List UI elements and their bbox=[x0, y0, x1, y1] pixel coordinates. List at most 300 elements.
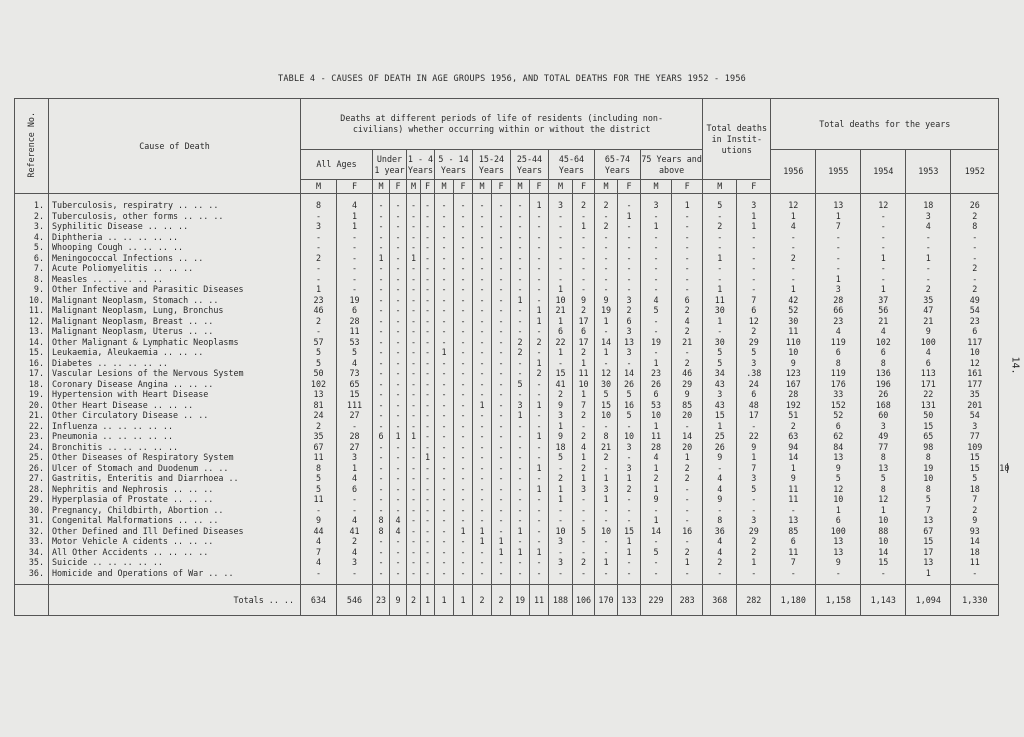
table-cell: - bbox=[530, 211, 549, 222]
table-cell: - bbox=[511, 242, 530, 253]
table-cell: 43 bbox=[703, 379, 737, 390]
table-cell: - bbox=[407, 442, 421, 453]
table-cell: - bbox=[373, 263, 390, 274]
table-cell: 9 bbox=[672, 389, 703, 400]
table-cell: 2 bbox=[951, 263, 999, 274]
table-cell: - bbox=[737, 274, 771, 285]
table-cell: 10 bbox=[861, 515, 906, 526]
table-cell: - bbox=[816, 232, 861, 243]
table-cell: 28 bbox=[641, 442, 672, 453]
table-cell: - bbox=[373, 326, 390, 337]
table-cell: 4 bbox=[301, 557, 337, 568]
table-cell: - bbox=[737, 232, 771, 243]
table-cell: - bbox=[407, 274, 421, 285]
table-cell: 1 bbox=[641, 221, 672, 232]
table-cell: - bbox=[407, 410, 421, 421]
table-cell: - bbox=[492, 484, 511, 495]
table-cell: - bbox=[672, 515, 703, 526]
table-cell: - bbox=[435, 463, 454, 474]
table-row bbox=[15, 253, 1008, 264]
table-cell: 50 bbox=[906, 410, 951, 421]
table-cell: - bbox=[492, 389, 511, 400]
table-cell: - bbox=[530, 253, 549, 264]
table-cell: 1 bbox=[595, 557, 618, 568]
table-cell: 11 bbox=[771, 547, 816, 558]
table-cell: - bbox=[618, 232, 641, 243]
row-ref: 23. bbox=[15, 431, 49, 442]
table-cell: - bbox=[530, 421, 549, 432]
table-cell: 14 bbox=[861, 547, 906, 558]
table-cell: 4 bbox=[816, 326, 861, 337]
table-cell: - bbox=[549, 221, 573, 232]
table-cell: 5 bbox=[337, 347, 373, 358]
totals-cell: 188 bbox=[549, 585, 573, 616]
table-cell: - bbox=[301, 263, 337, 274]
table-cell: 8 bbox=[301, 200, 337, 211]
row-cause: Congenital Malformations .. .. .. bbox=[49, 515, 301, 526]
table-cell: - bbox=[530, 274, 549, 285]
table-cell: 1 bbox=[618, 536, 641, 547]
table-cell: 11 bbox=[573, 368, 595, 379]
table-cell: 177 bbox=[951, 379, 999, 390]
table-cell: - bbox=[595, 242, 618, 253]
table-cell: 6 bbox=[737, 305, 771, 316]
sex-header-f: F bbox=[337, 180, 373, 194]
table-cell: - bbox=[672, 242, 703, 253]
table-row bbox=[15, 316, 1008, 327]
table-cell: 1 bbox=[737, 452, 771, 463]
table-cell: 19 bbox=[641, 337, 672, 348]
table-cell: 5 bbox=[703, 347, 737, 358]
row-ref: 35. bbox=[15, 557, 49, 568]
table-cell: 1 bbox=[373, 253, 390, 264]
table-cell: - bbox=[511, 284, 530, 295]
table-cell: - bbox=[511, 263, 530, 274]
table-cell: 1 bbox=[703, 253, 737, 264]
table-cell: - bbox=[861, 263, 906, 274]
ref-header: Reference No. bbox=[15, 99, 49, 194]
table-cell: 17 bbox=[573, 316, 595, 327]
table-cell: - bbox=[595, 421, 618, 432]
table-cell: - bbox=[573, 421, 595, 432]
table-cell: 9 bbox=[906, 326, 951, 337]
table-cell: 2 bbox=[951, 211, 999, 222]
totals-cell: 11 bbox=[530, 585, 549, 616]
table-cell: 23 bbox=[816, 316, 861, 327]
table-cell: - bbox=[373, 473, 390, 484]
table-cell: 1 bbox=[473, 526, 492, 537]
table-cell: 2 bbox=[511, 347, 530, 358]
table-cell: 1 bbox=[454, 526, 473, 537]
table-cell: - bbox=[641, 274, 672, 285]
table-cell: - bbox=[337, 421, 373, 432]
table-row bbox=[15, 211, 1008, 222]
table-cell: - bbox=[530, 557, 549, 568]
table-cell: 93 bbox=[951, 526, 999, 537]
table-row bbox=[15, 494, 1008, 505]
table-cell: 2 bbox=[703, 557, 737, 568]
table-cell: - bbox=[390, 232, 407, 243]
table-cell: - bbox=[373, 368, 390, 379]
table-cell: - bbox=[454, 263, 473, 274]
table-cell: - bbox=[951, 568, 999, 579]
table-cell: - bbox=[407, 515, 421, 526]
table-cell: - bbox=[390, 494, 407, 505]
row-cause: Malignant Neoplasm, Uterus .. .. bbox=[49, 326, 301, 337]
row-ref: 28. bbox=[15, 484, 49, 495]
table-cell: - bbox=[703, 568, 737, 579]
table-cell: - bbox=[737, 421, 771, 432]
table-cell: 9 bbox=[573, 295, 595, 306]
table-cell: 26 bbox=[641, 379, 672, 390]
table-cell: - bbox=[421, 463, 435, 474]
table-cell: - bbox=[454, 568, 473, 579]
table-cell: 3 bbox=[511, 400, 530, 411]
table-cell: 26 bbox=[618, 379, 641, 390]
table-cell: - bbox=[595, 284, 618, 295]
table-cell: - bbox=[407, 421, 421, 432]
table-cell: - bbox=[301, 232, 337, 243]
table-cell: - bbox=[530, 326, 549, 337]
table-cell: - bbox=[337, 494, 373, 505]
table-cell: 6 bbox=[641, 389, 672, 400]
table-cell: 1 bbox=[595, 473, 618, 484]
table-cell: - bbox=[511, 442, 530, 453]
sex-header-m: M bbox=[373, 180, 390, 194]
table-cell: - bbox=[595, 263, 618, 274]
totals-cell: 546 bbox=[337, 585, 373, 616]
table-cell: - bbox=[407, 547, 421, 558]
table-cell: 1 bbox=[549, 494, 573, 505]
row-ref: 36. bbox=[15, 568, 49, 579]
table-cell: 22 bbox=[737, 431, 771, 442]
table-cell: - bbox=[407, 263, 421, 274]
totals-cell: 1 bbox=[435, 585, 454, 616]
table-cell: 10 bbox=[549, 295, 573, 306]
table-cell: - bbox=[435, 536, 454, 547]
table-cell: 1 bbox=[573, 452, 595, 463]
table-cell: - bbox=[407, 494, 421, 505]
table-cell: - bbox=[511, 221, 530, 232]
table-cell: - bbox=[473, 484, 492, 495]
table-row bbox=[15, 463, 1008, 474]
table-cell: 77 bbox=[951, 431, 999, 442]
table-cell: - bbox=[573, 232, 595, 243]
table-cell: - bbox=[473, 442, 492, 453]
table-cell: - bbox=[641, 211, 672, 222]
table-cell: - bbox=[301, 242, 337, 253]
table-cell: - bbox=[492, 400, 511, 411]
row-cause: Tuberculosis, respiratry .. .. .. bbox=[49, 200, 301, 211]
table-cell: - bbox=[511, 232, 530, 243]
table-cell: 15 bbox=[618, 526, 641, 537]
table-cell: 21 bbox=[549, 305, 573, 316]
table-cell: 10 bbox=[549, 526, 573, 537]
table-cell: 7 bbox=[816, 221, 861, 232]
table-cell: 4 bbox=[573, 442, 595, 453]
table-cell: 15 bbox=[703, 410, 737, 421]
table-cell: - bbox=[951, 242, 999, 253]
table-cell: 4 bbox=[301, 536, 337, 547]
table-cell: 7 bbox=[906, 505, 951, 516]
table-cell: - bbox=[454, 326, 473, 337]
table-cell: 13 bbox=[618, 337, 641, 348]
table-row bbox=[15, 221, 1008, 232]
table-cell: 1 bbox=[511, 526, 530, 537]
table-cell: 136 bbox=[861, 368, 906, 379]
table-cell: - bbox=[511, 358, 530, 369]
table-cell: - bbox=[473, 253, 492, 264]
table-cell: - bbox=[672, 421, 703, 432]
row-cause: Influenza .. .. .. .. .. bbox=[49, 421, 301, 432]
table-cell: 12 bbox=[861, 494, 906, 505]
year-header: 1954 bbox=[861, 150, 906, 194]
table-cell: 5 bbox=[618, 389, 641, 400]
row-ref: 7. bbox=[15, 263, 49, 274]
row-cause: Gastritis, Enteritis and Diarrhoea .. bbox=[49, 473, 301, 484]
table-cell: - bbox=[492, 316, 511, 327]
table-cell: - bbox=[618, 221, 641, 232]
table-cell: 2 bbox=[672, 305, 703, 316]
sex-header-f: F bbox=[492, 180, 511, 194]
table-cell: 13 bbox=[861, 463, 906, 474]
table-cell: 30 bbox=[703, 337, 737, 348]
table-cell: 16 bbox=[672, 526, 703, 537]
table-cell: - bbox=[549, 505, 573, 516]
table-cell: 1 bbox=[618, 473, 641, 484]
table-cell: - bbox=[530, 242, 549, 253]
table-cell: - bbox=[390, 400, 407, 411]
table-cell: 15 bbox=[595, 400, 618, 411]
table-cell: 2 bbox=[573, 431, 595, 442]
table-cell: 20 bbox=[672, 410, 703, 421]
table-cell: - bbox=[390, 410, 407, 421]
table-cell: 20 bbox=[672, 442, 703, 453]
table-cell: 2 bbox=[595, 452, 618, 463]
table-cell: - bbox=[530, 263, 549, 274]
table-cell: 6 bbox=[373, 431, 390, 442]
table-cell: 13 bbox=[816, 200, 861, 211]
table-cell: - bbox=[511, 200, 530, 211]
table-cell: 26 bbox=[703, 442, 737, 453]
table-cell: 67 bbox=[301, 442, 337, 453]
table-cell: - bbox=[492, 463, 511, 474]
table-cell: - bbox=[421, 400, 435, 411]
table-cell: 1 bbox=[407, 253, 421, 264]
table-cell: - bbox=[473, 505, 492, 516]
table-cell: 1 bbox=[618, 211, 641, 222]
table-cell: - bbox=[511, 463, 530, 474]
table-cell: 1 bbox=[737, 221, 771, 232]
table-cell: - bbox=[435, 274, 454, 285]
table-cell: - bbox=[337, 284, 373, 295]
table-cell: 29 bbox=[737, 526, 771, 537]
table-cell: - bbox=[454, 431, 473, 442]
table-cell: - bbox=[492, 274, 511, 285]
table-cell: - bbox=[435, 221, 454, 232]
table-cell: 17 bbox=[906, 547, 951, 558]
table-cell: - bbox=[421, 284, 435, 295]
table-cell: 54 bbox=[951, 305, 999, 316]
table-cell: 2 bbox=[672, 358, 703, 369]
table-cell: 13 bbox=[906, 515, 951, 526]
table-cell: 85 bbox=[672, 400, 703, 411]
table-cell: 1 bbox=[530, 358, 549, 369]
table-cell: - bbox=[473, 494, 492, 505]
table-cell: 4 bbox=[641, 295, 672, 306]
table-cell: - bbox=[390, 368, 407, 379]
year-header: 1956 bbox=[771, 150, 816, 194]
table-cell: 3 bbox=[618, 295, 641, 306]
table-cell: 176 bbox=[816, 379, 861, 390]
table-cell: 5 bbox=[641, 547, 672, 558]
table-cell: 8 bbox=[951, 221, 999, 232]
row-cause: Diabetes .. .. .. .. .. bbox=[49, 358, 301, 369]
table-cell: 1 bbox=[530, 316, 549, 327]
table-cell: 2 bbox=[672, 473, 703, 484]
table-cell: - bbox=[511, 505, 530, 516]
table-cell: 1 bbox=[337, 211, 373, 222]
table-cell: 1 bbox=[771, 284, 816, 295]
table-cell: - bbox=[549, 547, 573, 558]
table-row bbox=[15, 337, 1008, 348]
table-cell: 6 bbox=[618, 316, 641, 327]
table-cell: - bbox=[390, 347, 407, 358]
table-cell: 9 bbox=[951, 515, 999, 526]
table-cell: 8 bbox=[301, 463, 337, 474]
table-cell: - bbox=[390, 389, 407, 400]
table-cell: - bbox=[373, 200, 390, 211]
table-cell: 7 bbox=[301, 547, 337, 558]
table-cell: - bbox=[492, 295, 511, 306]
table-cell: 2 bbox=[703, 221, 737, 232]
table-cell: 1 bbox=[549, 347, 573, 358]
table-cell: 2 bbox=[573, 463, 595, 474]
table-row bbox=[15, 379, 1008, 390]
table-cell: - bbox=[511, 568, 530, 579]
table-cell: - bbox=[573, 536, 595, 547]
table-row bbox=[15, 400, 1008, 411]
row-ref: 6. bbox=[15, 253, 49, 264]
table-cell: 3 bbox=[337, 452, 373, 463]
table-cell: - bbox=[530, 410, 549, 421]
table-cell: - bbox=[618, 242, 641, 253]
table-cell: - bbox=[549, 211, 573, 222]
table-cell: 119 bbox=[816, 337, 861, 348]
table-cell: 4 bbox=[771, 221, 816, 232]
table-cell: 1 bbox=[861, 505, 906, 516]
table-cell: - bbox=[737, 263, 771, 274]
totals-cell: 1 bbox=[421, 585, 435, 616]
table-cell: - bbox=[390, 316, 407, 327]
table-cell: - bbox=[511, 536, 530, 547]
table-cell: - bbox=[595, 547, 618, 558]
table-cell: 12 bbox=[861, 200, 906, 211]
table-cell: - bbox=[906, 263, 951, 274]
row-ref: 19. bbox=[15, 389, 49, 400]
table-cell: 3 bbox=[737, 515, 771, 526]
table-cell: - bbox=[421, 295, 435, 306]
table-cell: - bbox=[492, 253, 511, 264]
table-cell: 13 bbox=[906, 557, 951, 568]
table-cell: - bbox=[473, 295, 492, 306]
table-cell: - bbox=[492, 368, 511, 379]
table-row bbox=[15, 274, 1008, 285]
sex-header-m: M bbox=[703, 180, 737, 194]
causes-of-death-table bbox=[14, 98, 1008, 616]
sex-header-f: F bbox=[672, 180, 703, 194]
row-ref: 16. bbox=[15, 358, 49, 369]
table-cell: - bbox=[421, 379, 435, 390]
table-cell: - bbox=[454, 316, 473, 327]
table-row bbox=[15, 421, 1008, 432]
table-cell: - bbox=[407, 358, 421, 369]
sex-header-f: F bbox=[454, 180, 473, 194]
table-cell: - bbox=[618, 421, 641, 432]
table-cell: - bbox=[492, 515, 511, 526]
table-cell: - bbox=[737, 505, 771, 516]
table-cell: - bbox=[672, 253, 703, 264]
table-cell: 52 bbox=[771, 305, 816, 316]
table-cell: - bbox=[421, 484, 435, 495]
table-cell: - bbox=[435, 326, 454, 337]
totals-cell: 2 bbox=[473, 585, 492, 616]
table-cell: 8 bbox=[906, 452, 951, 463]
table-cell: 24 bbox=[301, 410, 337, 421]
table-cell: - bbox=[301, 505, 337, 516]
table-cell: 3 bbox=[906, 211, 951, 222]
table-cell: - bbox=[549, 515, 573, 526]
table-cell: 1 bbox=[737, 557, 771, 568]
table-cell: - bbox=[816, 568, 861, 579]
table-cell: 1 bbox=[641, 463, 672, 474]
table-cell: - bbox=[511, 515, 530, 526]
row-cause: Pneumonia .. .. .. .. .. bbox=[49, 431, 301, 442]
table-cell: - bbox=[454, 347, 473, 358]
table-cell: 2 bbox=[672, 326, 703, 337]
table-cell: - bbox=[407, 316, 421, 327]
table-cell: 30 bbox=[771, 316, 816, 327]
table-cell: - bbox=[421, 505, 435, 516]
table-cell: - bbox=[390, 452, 407, 463]
table-cell: - bbox=[373, 452, 390, 463]
table-cell: - bbox=[390, 463, 407, 474]
table-cell: 94 bbox=[771, 442, 816, 453]
sex-header-m: M bbox=[511, 180, 530, 194]
row-cause: Malignant Neoplasm, Lung, Bronchus bbox=[49, 305, 301, 316]
table-cell: 3 bbox=[861, 421, 906, 432]
table-cell: 33 bbox=[816, 389, 861, 400]
table-cell: 192 bbox=[771, 400, 816, 411]
table-cell: - bbox=[435, 494, 454, 505]
table-cell: 5 bbox=[737, 347, 771, 358]
table-cell: 28 bbox=[816, 295, 861, 306]
table-cell: - bbox=[473, 368, 492, 379]
table-cell: 2 bbox=[595, 200, 618, 211]
row-cause: Other Malignant & Lymphatic Neoplasms bbox=[49, 337, 301, 348]
table-cell: - bbox=[373, 305, 390, 316]
table-cell: 44 bbox=[301, 526, 337, 537]
table-cell: 21 bbox=[595, 442, 618, 453]
table-cell: - bbox=[951, 232, 999, 243]
table-cell: 201 bbox=[951, 400, 999, 411]
table-cell: 53 bbox=[337, 337, 373, 348]
table-cell: 23 bbox=[951, 316, 999, 327]
table-cell: 1 bbox=[530, 305, 549, 316]
table-cell: - bbox=[435, 337, 454, 348]
table-row bbox=[15, 389, 1008, 400]
table-cell: - bbox=[549, 568, 573, 579]
